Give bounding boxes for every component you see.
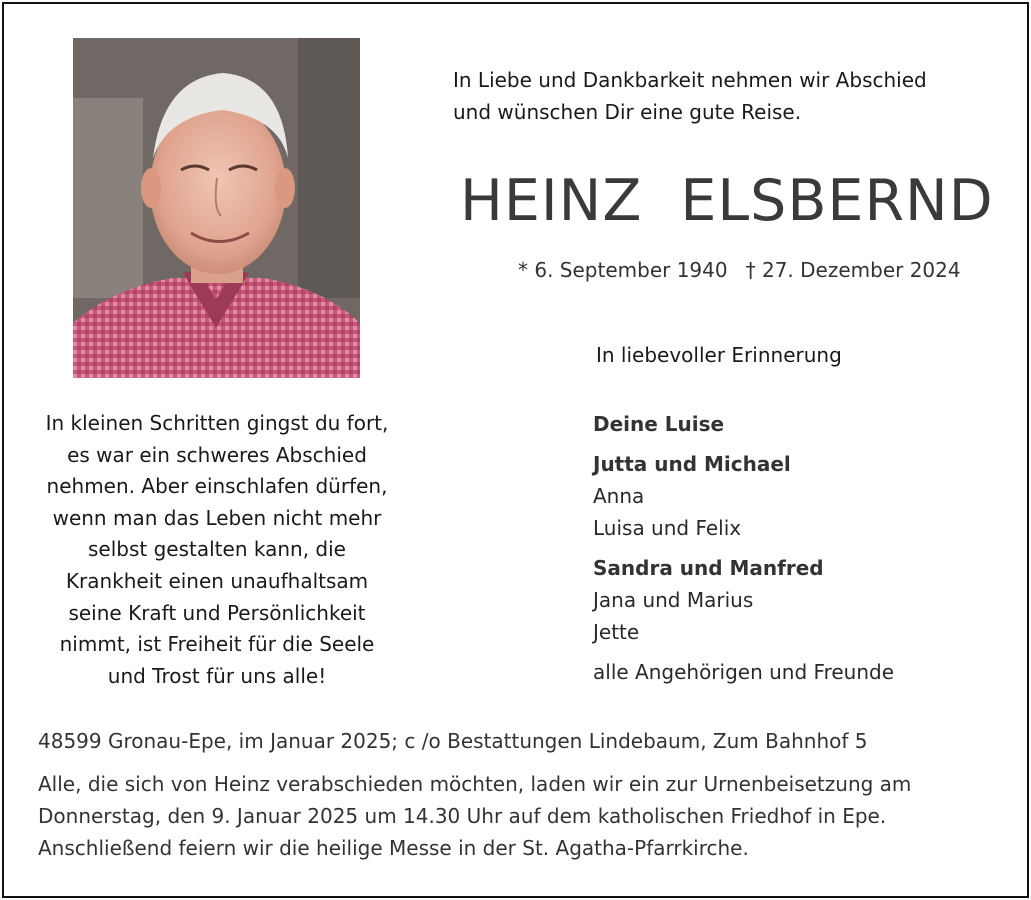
mourner-head: Deine Luise	[593, 412, 725, 436]
mourner-head: Sandra und Manfred	[593, 556, 824, 580]
poem-line: seine Kraft und Persönlichkeit	[68, 600, 366, 625]
poem-line: Krankheit einen unaufhaltsam	[65, 568, 369, 593]
mourners-list	[593, 408, 993, 688]
intro-line: In Liebe und Dankbarkeit nehmen wir Abschied	[453, 68, 927, 92]
deceased-name	[460, 168, 994, 234]
mourner-member: Anna	[593, 484, 645, 508]
poem-line: es war ein schweres Abschied	[67, 442, 367, 467]
memory-heading: In liebevoller Erinnerung	[596, 343, 842, 367]
poem	[30, 408, 404, 692]
poem-line: nimmt, ist Freiheit für die Seele	[59, 632, 375, 657]
intro-text	[453, 64, 993, 128]
mourner-member: Luisa und Felix	[593, 516, 742, 540]
footer	[38, 726, 998, 864]
first-name: HEINZ	[460, 168, 643, 234]
life-dates	[518, 258, 961, 282]
death-date: † 27. Dezember 2024	[745, 258, 961, 282]
notice-line: Alle, die sich von Heinz verabschieden möchten, laden wir ein zur Urnenbeisetzung am	[38, 772, 912, 796]
intro-line: und wünschen Dir eine gute Reise.	[453, 100, 802, 124]
mourner-head: Jutta und Michael	[593, 452, 791, 476]
last-name: ELSBERND	[680, 168, 994, 234]
notice-line: Donnerstag, den 9. Januar 2025 um 14.30 Uhr auf dem katholischen Friedhof in Epe.	[38, 804, 887, 828]
portrait-photo	[73, 38, 360, 378]
funeral-notice	[38, 768, 998, 864]
portrait-illustration	[73, 38, 360, 378]
poem-line: wenn man das Leben nicht mehr	[52, 505, 382, 530]
mourner-closing: alle Angehörigen und Freunde	[593, 660, 895, 684]
address-line: 48599 Gronau-Epe, im Januar 2025; c /o Bestattungen Lindebaum, Zum Bahnhof 5	[38, 729, 868, 753]
poem-line: In kleinen Schritten gingst du fort,	[45, 411, 389, 435]
notice-line: Anschließend feiern wir die heilige Messe in der St. Agatha-Pfarrkirche.	[38, 836, 749, 860]
poem-line: und Trost für uns alle!	[107, 663, 327, 688]
mourner-member: Jette	[593, 620, 640, 644]
mourner-member: Jana und Marius	[593, 588, 754, 612]
poem-line: nehmen. Aber einschlafen dürfen,	[46, 474, 388, 499]
poem-line: selbst gestalten kann, die	[88, 537, 346, 562]
birth-date: * 6. September 1940	[518, 258, 728, 282]
